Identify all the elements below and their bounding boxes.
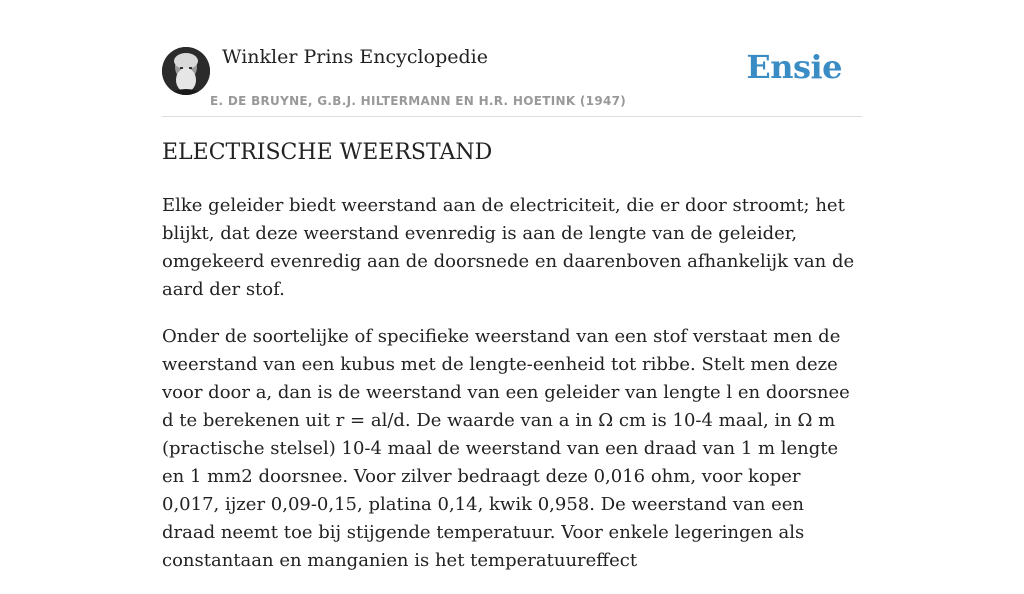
site-title[interactable]: Winkler Prins Encyclopedie xyxy=(222,46,488,68)
author-credits: E. DE BRUYNE, G.B.J. HILTERMANN EN H.R. HOETINK (1947) xyxy=(210,94,627,108)
article-body xyxy=(162,192,862,594)
author-avatar xyxy=(162,47,210,95)
article-title: ELECTRISCHE WEERSTAND xyxy=(162,140,493,165)
article-paragraph: Onder de soortelijke of specifieke weerstand van een stof verstaat men de weerstand van een kubus met de lengte-eenheid tot ribbe. Stelt men deze voor door a, dan is de weerstand van een geleider van lengte l en doorsnee d te berekenen uit r = al/d. De waarde van a in Ω cm is 10-4 maal, in Ω m (practische stelsel) 10-4 maal de weerstand van een draad van 1 m lengte en 1 mm2 doorsnee. Voor zilver bedraagt deze 0,016 ohm, voor koper 0,017, ijzer 0,09-0,15, platina 0,14, kwik 0,958. De weerstand van een draad neemt toe bij stijgende temperatuur. Voor enkele legeringen als constantaan en manganien is het temperatuureffect xyxy=(162,326,850,571)
article-paragraph: Elke geleider biedt weerstand aan de electriciteit, die er door stroomt; het blijkt, dat deze weerstand evenredig is aan de lengte van de geleider, omgekeerd evenredig aan de doorsnede en daarenboven afhankelijk van de aard der stof. xyxy=(162,195,855,300)
site-header xyxy=(162,40,862,117)
brand-logo-link[interactable]: Ensie xyxy=(746,48,842,86)
portrait-icon xyxy=(162,47,210,95)
